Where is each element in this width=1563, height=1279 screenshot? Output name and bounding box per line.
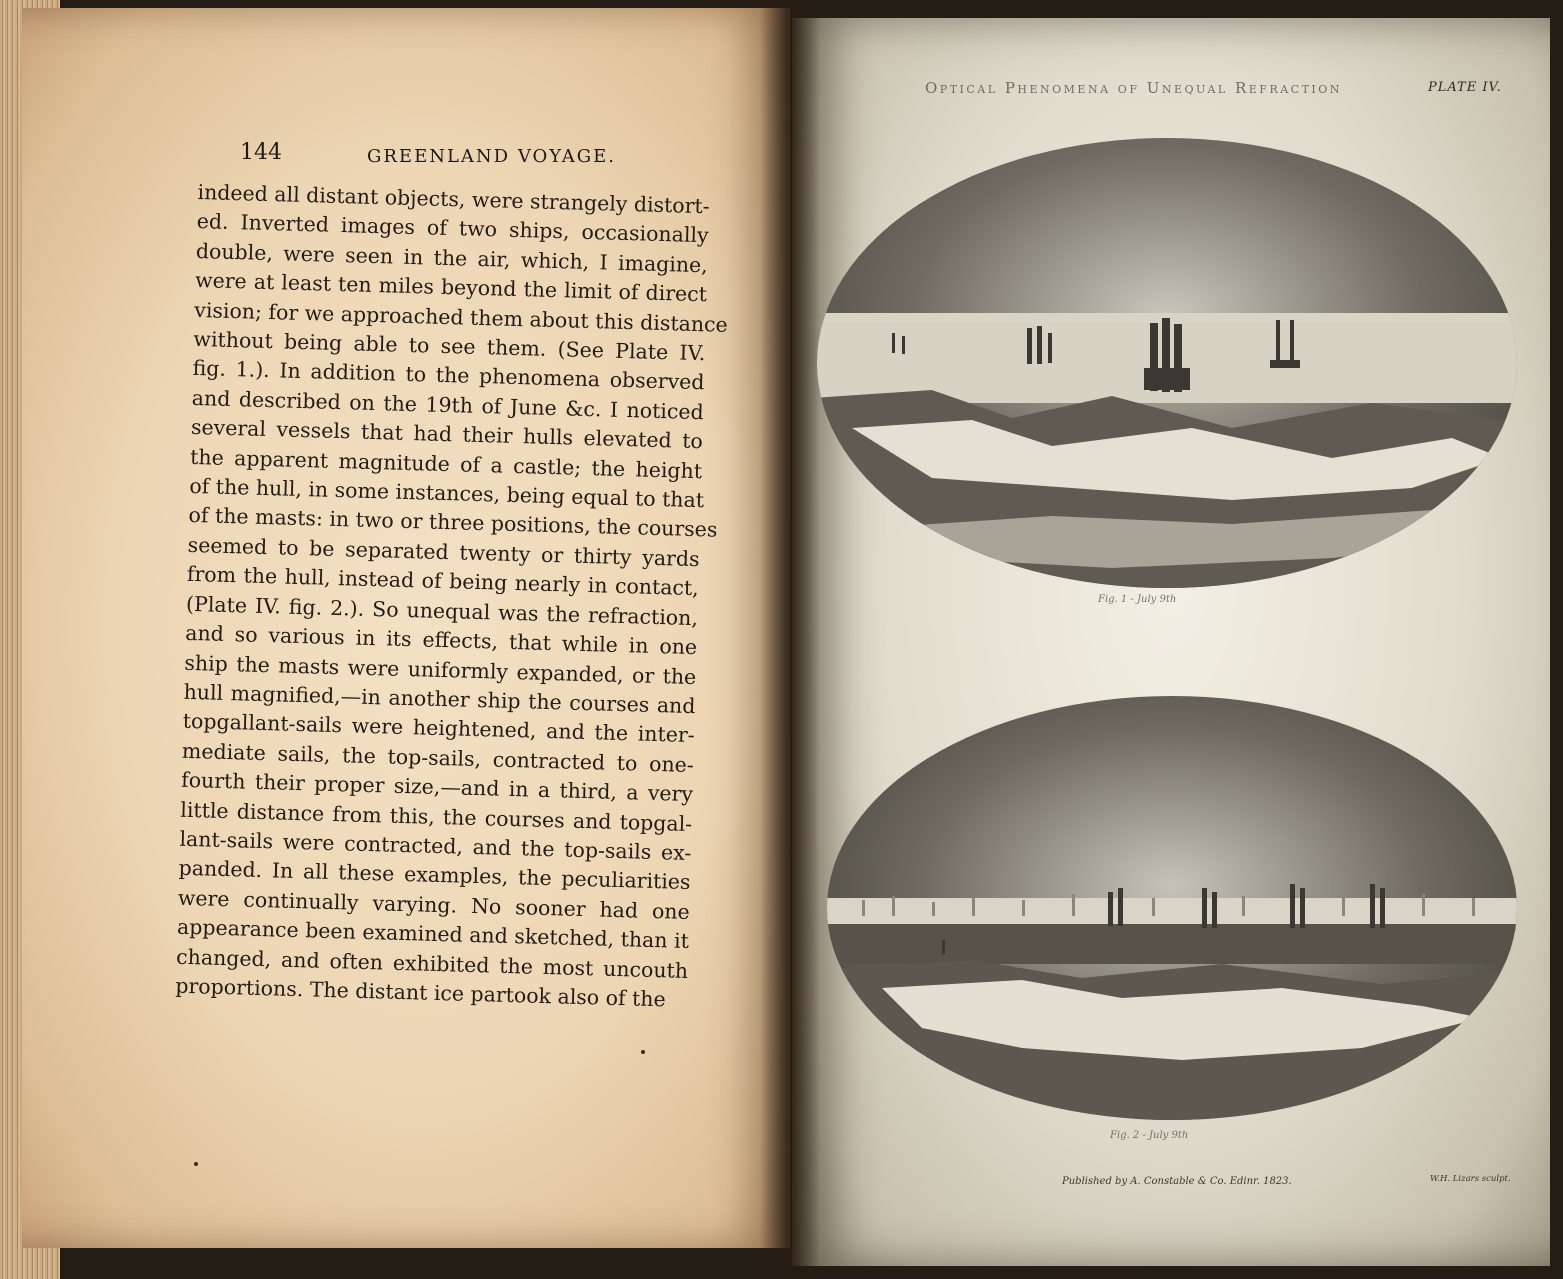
figure-1-illustration [812,128,1522,598]
book-gutter [760,0,820,1279]
ink-speck [641,1050,645,1054]
plate-title: Optical Phenomena of Unequal Refraction [925,79,1342,97]
text-line: panded. In all these examples, the peculiarities [178,856,691,895]
text-line: were continually varying. No sooner had one [177,885,691,924]
plate-number: PLATE IV. [1428,80,1502,95]
text-line: lant-sails were contracted, and the top-sails ex- [179,826,692,865]
figure-2-caption: Fig. 2 - July 9th [1110,1130,1189,1141]
ink-speck [194,1162,198,1166]
text-line: seemed to be separated twenty or thirty yards [187,532,700,572]
text-line: hull magnified,—in another ship the courses and [183,679,696,718]
text-line: were at least ten miles beyond the limit of direct [194,268,708,307]
text-line: appearance been examined and sketched, than it [176,914,690,954]
text-line: (Plate IV. fig. 2.). So unequal was the refraction, [185,591,699,630]
figure-1-caption: Fig. 1 - July 9th [1098,594,1177,605]
text-line: vision; for we approached them about this distance [193,297,729,337]
text-line: ship the masts were uniformly expanded, or the [184,650,697,689]
text-line: fourth their proper size,—and in a third, a very [180,767,694,807]
text-line: ed. Inverted images of two ships, occasionally [196,209,709,248]
text-line: little distance from this, the courses and topgal- [180,797,693,836]
text-line: of the hull, in some instances, being equal to that [189,473,705,513]
text-line: mediate sails, the top-sails, contracted to one- [181,738,695,777]
text-line: proportions. The distant ice partook also of the [175,973,667,1012]
running-head: GREENLAND VOYAGE. [367,146,616,167]
text-line: indeed all distant objects, were strangely distort- [197,179,710,219]
text-line: several vessels that had their hulls elevated to [190,415,704,454]
text-line: without being able to see them. (See Plate IV. [193,326,706,366]
publisher-imprint: Published by A. Constable & Co. Edinr. 1823. [1062,1176,1292,1187]
text-line: changed, and often exhibited the most uncouth [175,944,689,983]
page-number: 144 [240,140,282,165]
text-line: topgallant-sails were heightened, and the inter- [182,709,695,748]
engraver-credit: W.H. Lizars sculpt. [1430,1174,1511,1184]
text-line: double, were seen in the air, which, I imagine, [195,238,709,278]
text-line: and described on the 19th of June &c. I noticed [191,385,704,425]
text-line: fig. 1.). In addition to the phenomena observed [192,356,705,395]
text-line: from the hull, instead of being nearly in contact, [186,562,700,601]
text-line: of the masts: in two or three positions, the courses [188,503,718,543]
text-line: and so various in its effects, that while in one [184,620,698,660]
body-text [175,178,729,1015]
figure-2-illustration [822,688,1522,1128]
text-line: the apparent magnitude of a castle; the height [189,444,703,483]
